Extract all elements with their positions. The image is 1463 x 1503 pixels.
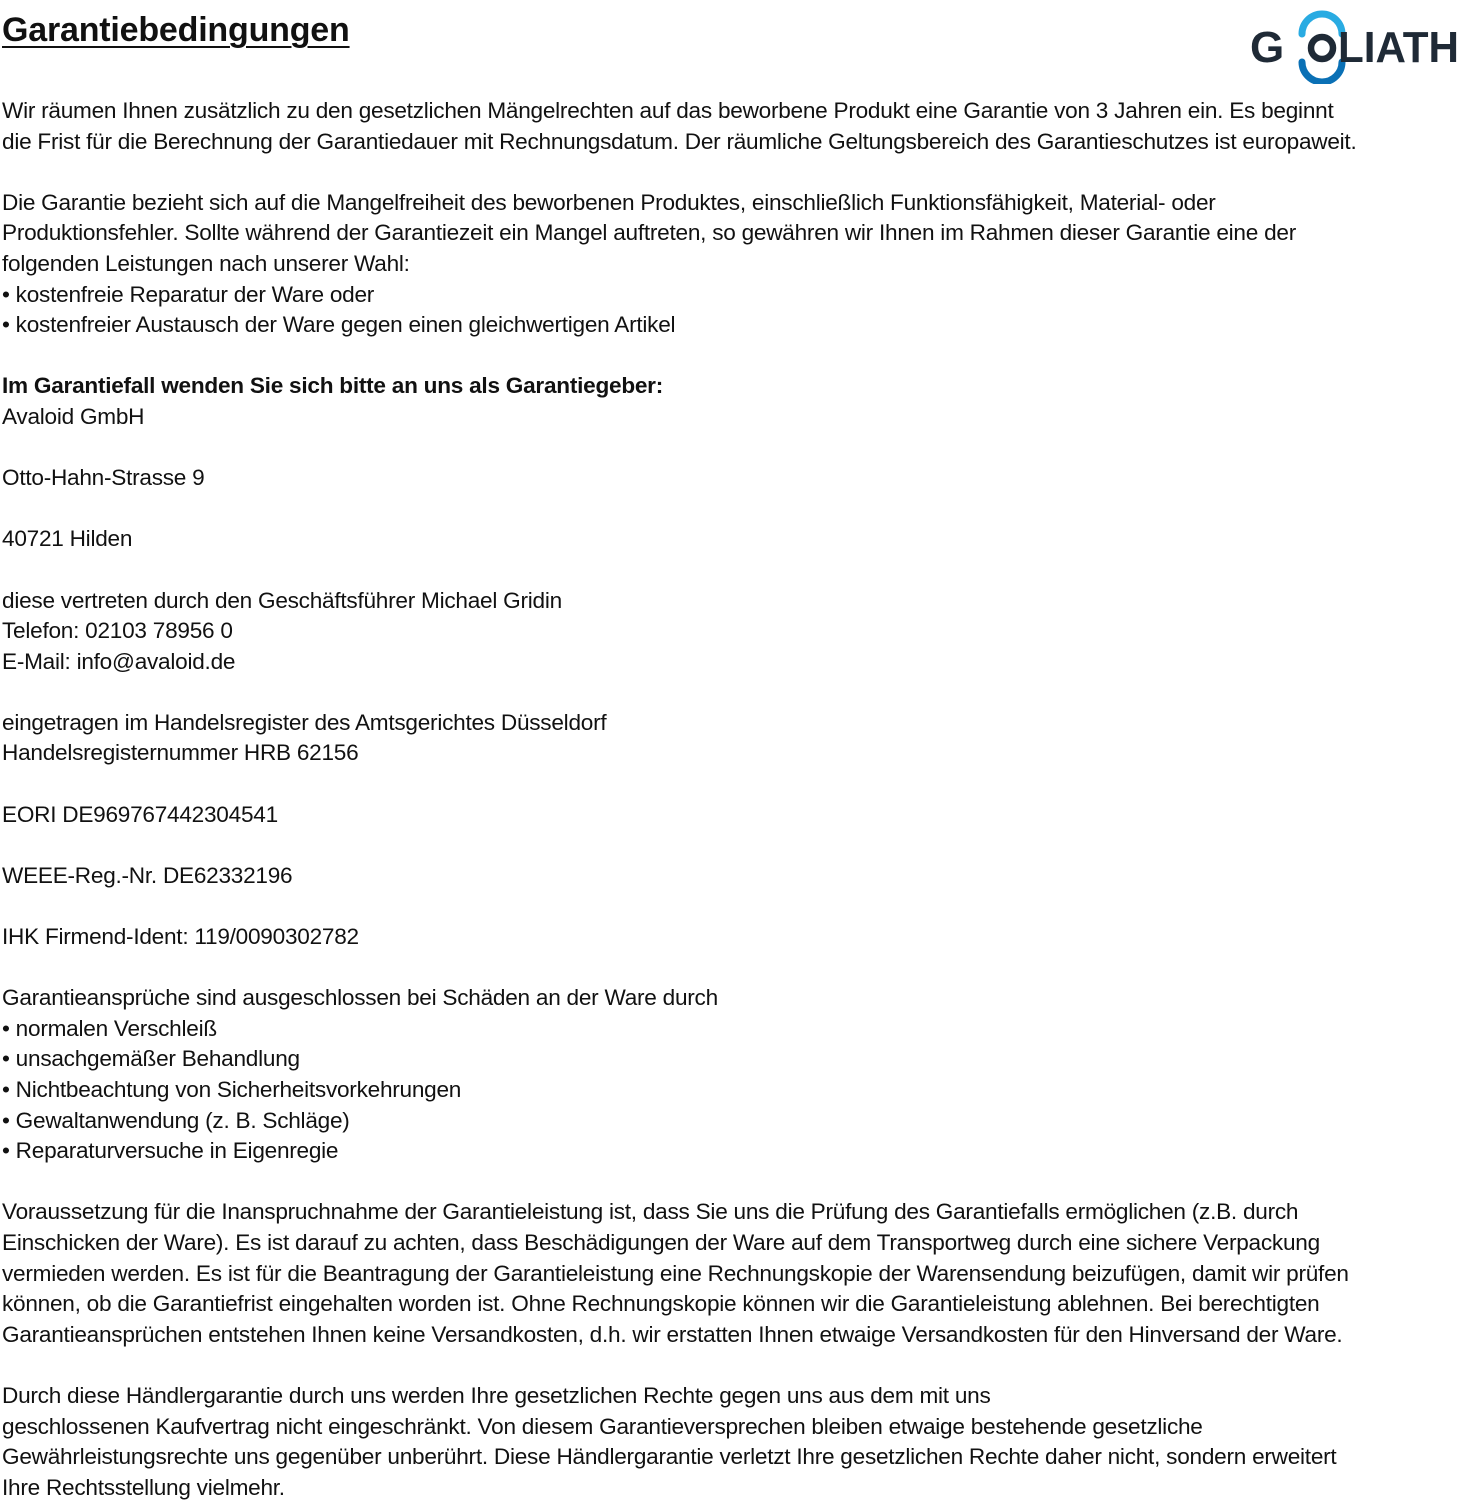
text-line: folgenden Leistungen nach unserer Wahl: <box>2 250 410 276</box>
page-title: Garantiebedingungen <box>2 11 350 49</box>
scope-paragraph <box>2 188 1460 341</box>
eori-block <box>2 800 1460 831</box>
goliath-ring-logo-icon <box>1246 4 1463 84</box>
requirements-paragraph <box>2 1197 1460 1350</box>
document-body <box>2 96 1460 1503</box>
list-item: • normalen Verschleiß <box>2 1015 217 1041</box>
text-line: Garantieansprüchen entstehen Ihnen keine Versandkosten, d.h. wir erstatten Ihnen etwaige Versandkosten für den Hinversand der Ware. <box>2 1321 1343 1347</box>
list-item: • Reparaturversuche in Eigenregie <box>2 1138 339 1164</box>
text-line: Produktionsfehler. Sollte während der Garantiezeit ein Mangel auftreten, so gewähren wir Ihnen im Rahmen dieser Garantie eine der <box>2 220 1296 246</box>
eori-number: EORI DE969767442304541 <box>2 801 278 827</box>
email-address: E-Mail: info@avaloid.de <box>2 648 236 674</box>
intro-paragraph <box>2 96 1460 157</box>
text-line: Ihre Rechtsstellung vielmehr. <box>2 1474 285 1500</box>
list-item: • kostenfreie Reparatur der Ware oder <box>2 281 375 307</box>
city-address: 40721 Hilden <box>2 526 133 552</box>
list-item: • kostenfreier Austausch der Ware gegen einen gleichwertigen Artikel <box>2 312 676 338</box>
exclusions-paragraph <box>2 983 1460 1167</box>
text-line: Die Garantie bezieht sich auf die Mangelfreiheit des beworbenen Produktes, einschließlich Funktionsfähigkeit, Material- oder <box>2 189 1216 215</box>
contact-heading-block <box>2 371 1460 432</box>
ihk-block <box>2 922 1460 953</box>
ihk-ident: IHK Firmend-Ident: 119/0090302782 <box>2 924 359 950</box>
text-line: Voraussetzung für die Inanspruchnahme der Garantieleistung ist, dass Sie uns die Prüfung des Garantiefalls ermöglichen (z.B. durch <box>2 1199 1299 1225</box>
text-line: die Frist für die Berechnung der Garantiedauer mit Rechnungsdatum. Der räumliche Geltungsbereich des Garantieschutzes ist europaweit. <box>2 128 1357 154</box>
weee-number: WEEE-Reg.-Nr. DE62332196 <box>2 862 293 888</box>
register-number: Handelsregisternummer HRB 62156 <box>2 740 359 766</box>
register-court: eingetragen im Handelsregister des Amtsgerichtes Düsseldorf <box>2 709 607 735</box>
representative: diese vertreten durch den Geschäftsführer Michael Gridin <box>2 587 562 613</box>
representative-block <box>2 586 1460 678</box>
text-line: geschlossenen Kaufvertrag nicht eingeschränkt. Von diesem Garantieversprechen bleiben etwaige bestehende gesetzliche <box>2 1413 1203 1439</box>
phone-number: Telefon: 02103 78956 0 <box>2 618 233 644</box>
goliath-logo <box>1246 4 1463 84</box>
text-line: Garantieansprüche sind ausgeschlossen bei Schäden an der Ware durch <box>2 985 718 1011</box>
list-item: • unsachgemäßer Behandlung <box>2 1046 300 1072</box>
street-address: Otto-Hahn-Strasse 9 <box>2 465 205 491</box>
list-item: • Gewaltanwendung (z. B. Schläge) <box>2 1107 350 1133</box>
register-block <box>2 708 1460 769</box>
text-line: Wir räumen Ihnen zusätzlich zu den gesetzlichen Mängelrechten auf das beworbene Produkt eine Garantie von 3 Jahren ein. Es beginnt <box>2 98 1334 123</box>
text-line: Einschicken der Ware). Es ist darauf zu achten, dass Beschädigungen der Ware auf dem Transportweg durch eine sichere Verpackung <box>2 1229 1320 1255</box>
text-line: Durch diese Händlergarantie durch uns werden Ihre gesetzlichen Rechte gegen uns aus dem mit uns <box>2 1382 991 1408</box>
text-line: können, ob die Garantiefrist eingehalten worden ist. Ohne Rechnungskopie können wir die Garantieleistung ablehnen. Bei berechtigten <box>2 1291 1320 1317</box>
logo-text-suffix: LIATH <box>1338 23 1459 72</box>
list-item: • Nichtbeachtung von Sicherheitsvorkehrungen <box>2 1077 462 1102</box>
closing-paragraph <box>2 1381 1460 1503</box>
weee-block <box>2 861 1460 892</box>
street-block <box>2 463 1460 494</box>
text-line: vermieden werden. Es ist für die Beantragung der Garantieleistung eine Rechnungskopie der Warensendung beizufügen, damit wir prüfen <box>2 1260 1349 1286</box>
company-name: Avaloid GmbH <box>2 403 145 429</box>
text-line: Gewährleistungsrechte uns gegenüber unberührt. Diese Händlergarantie verletzt Ihre gesetzlichen Rechte daher nicht, sondern erweitert <box>2 1444 1337 1470</box>
logo-text-prefix: G <box>1250 23 1285 72</box>
contact-heading: Im Garantiefall wenden Sie sich bitte an uns als Garantiegeber: <box>2 373 664 399</box>
city-block <box>2 524 1460 555</box>
